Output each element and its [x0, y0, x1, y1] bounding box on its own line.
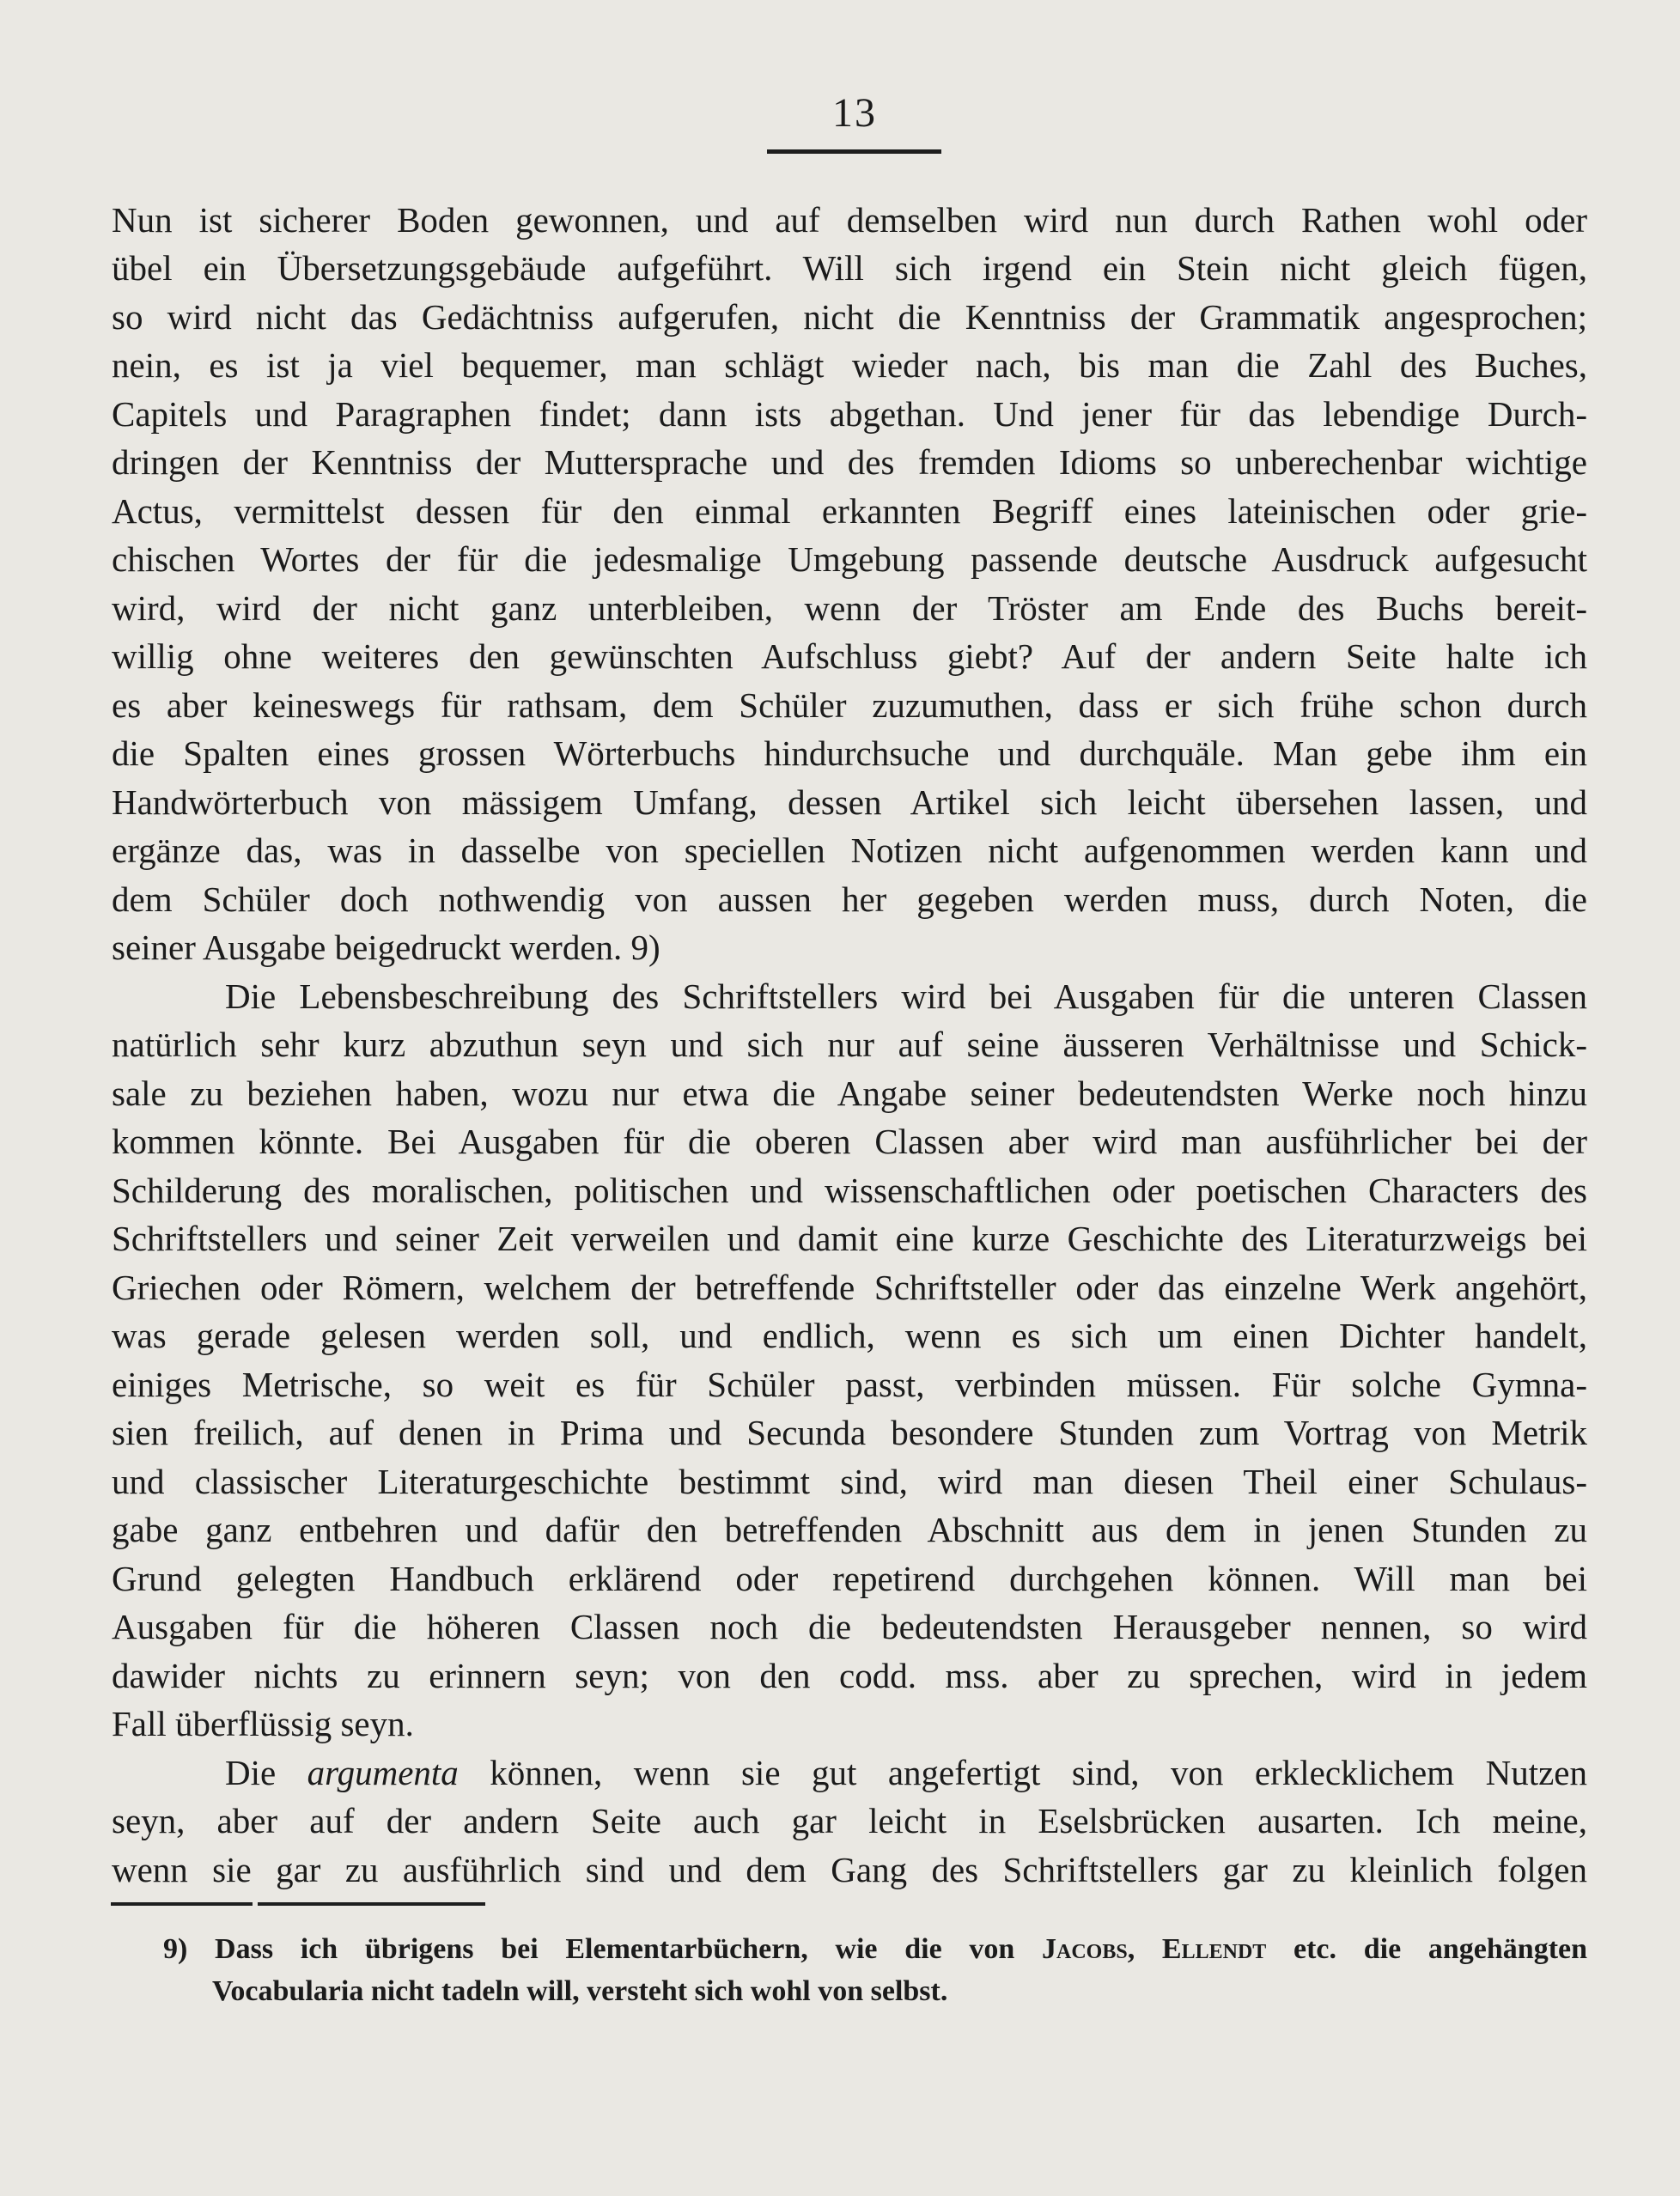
text-line: nein, es ist ja viel bequemer, man schlägt wieder nach, bis man die Zahl des Buches,	[112, 345, 1587, 385]
text-line: Schilderung des moralischen, politischen und wissenschaftlichen oder poetischen Characters des	[112, 1171, 1587, 1210]
text-line: Grund gelegten Handbuch erklärend oder repetirend durchgehen können. Will man bei	[112, 1559, 1587, 1598]
text-line: kommen könnte. Bei Ausgaben für die oberen Classen aber wird man ausführlicher bei der	[112, 1122, 1587, 1161]
text-line: Actus, vermittelst dessen für den einmal erkannten Begriff eines lateinischen oder grie-	[112, 491, 1587, 531]
text-line: ergänze das, was in dasselbe von speciellen Notizen nicht aufgenommen werden kann und	[112, 830, 1587, 870]
footnote-rule	[111, 1902, 253, 1906]
text-line	[225, 1755, 1587, 1791]
text-line: willig ohne weiteres den gewünschten Aufschluss giebt? Auf der andern Seite halte ich	[112, 636, 1587, 676]
text-line: die Spalten eines grossen Wörterbuchs hindurchsuche und durchquäle. Man gebe ihm ein	[112, 733, 1587, 773]
text-line: wird, wird der nicht ganz unterbleiben, wenn der Tröster am Ende des Buchs bereit-	[112, 588, 1587, 628]
author-name: Ellendt	[1161, 1933, 1267, 1965]
text-line: Ausgaben für die höheren Classen noch die bedeutendsten Herausgeber nennen, so wird	[112, 1607, 1587, 1646]
text-line: Nun ist sicherer Boden gewonnen, und auf demselben wird nun durch Rathen wohl oder	[112, 200, 1587, 240]
text-line: Griechen oder Römern, welchem der betreffende Schriftsteller oder das einzelne Werk angehört,	[112, 1268, 1587, 1307]
text-line: dawider nichts zu erinnern seyn; von den codd. mss. aber zu sprechen, wird in jedem	[112, 1656, 1587, 1695]
text-run: ,	[1127, 1933, 1162, 1965]
text-line: es aber keineswegs für rathsam, dem Schüler zuzumuthen, dass er sich frühe schon durch	[112, 685, 1587, 725]
text-line: natürlich sehr kurz abzuthun seyn und sich nur auf seine äusseren Verhältnisse und Schick-	[112, 1025, 1587, 1064]
text-line: Die Lebensbeschreibung des Schriftstellers wird bei Ausgaben für die unteren Classen	[225, 976, 1587, 1016]
footnote-rule	[258, 1902, 485, 1906]
text-line: einiges Metrische, so weit es für Schüler passt, verbinden müssen. Für solche Gymna-	[112, 1365, 1587, 1404]
text-run: können, wenn sie gut angefertigt sind, von erklecklichem Nutzen	[458, 1753, 1587, 1792]
text-line: sien freilich, auf denen in Prima und Secunda besondere Stunden zum Vortrag von Metrik	[112, 1413, 1587, 1452]
text-line: Fall überflüssig seyn.	[112, 1704, 414, 1743]
text-line: Handwörterbuch von mässigem Umfang, dessen Artikel sich leicht übersehen lassen, und	[112, 782, 1587, 822]
text-line: seyn, aber auf der andern Seite auch gar leicht in Eselsbrücken ausarten. Ich meine,	[112, 1801, 1587, 1840]
text-run: 9) Dass ich übrigens bei Elementarbüchern, wie die von	[163, 1933, 1043, 1965]
text-line: Schriftstellers und seiner Zeit verweilen und damit eine kurze Geschichte des Literaturzweigs bei	[112, 1219, 1587, 1258]
footnote-line	[163, 1935, 1587, 1964]
text-line: seiner Ausgabe beigedruckt werden. 9)	[112, 928, 660, 967]
text-run: etc. die angehängten	[1266, 1933, 1588, 1965]
text-line: dem Schüler doch nothwendig von aussen her gegeben werden muss, durch Noten, die	[112, 879, 1587, 919]
page-number: 13	[832, 90, 877, 136]
text-line: und classischer Literaturgeschichte bestimmt sind, wird man diesen Theil einer Schulaus-	[112, 1462, 1587, 1501]
text-line: übel ein Übersetzungsgebäude aufgeführt. Will sich irgend ein Stein nicht gleich fügen,	[112, 248, 1587, 288]
text-line: Capitels und Paragraphen findet; dann ists abgethan. Und jener für das lebendige Durch-	[112, 394, 1587, 434]
text-run: Die	[225, 1753, 307, 1792]
italic-term: argumenta	[307, 1753, 459, 1792]
text-line: so wird nicht das Gedächtniss aufgerufen, nicht die Kenntniss der Grammatik angesprochen;	[112, 297, 1587, 337]
text-line: gabe ganz entbehren und dafür den betreffenden Abschnitt aus dem in jenen Stunden zu	[112, 1510, 1587, 1549]
author-name: Jacobs	[1042, 1933, 1128, 1965]
text-line: sale zu beziehen haben, wozu nur etwa die Angabe seiner bedeutendsten Werke noch hinzu	[112, 1074, 1587, 1113]
text-line: dringen der Kenntniss der Muttersprache und des fremden Idioms so unberechenbar wichtige	[112, 442, 1587, 482]
text-line: was gerade gelesen werden soll, und endlich, wenn es sich um einen Dichter handelt,	[112, 1316, 1587, 1355]
page-number-rule	[767, 149, 941, 154]
text-line: chischen Wortes der für die jedesmalige Umgebung passende deutsche Ausdruck aufgesucht	[112, 539, 1587, 579]
text-line: wenn sie gar zu ausführlich sind und dem Gang des Schriftstellers gar zu kleinlich folgen	[112, 1850, 1587, 1889]
footnote-line: Vocabularia nicht tadeln will, versteht sich wohl von selbst.	[212, 1975, 948, 2007]
